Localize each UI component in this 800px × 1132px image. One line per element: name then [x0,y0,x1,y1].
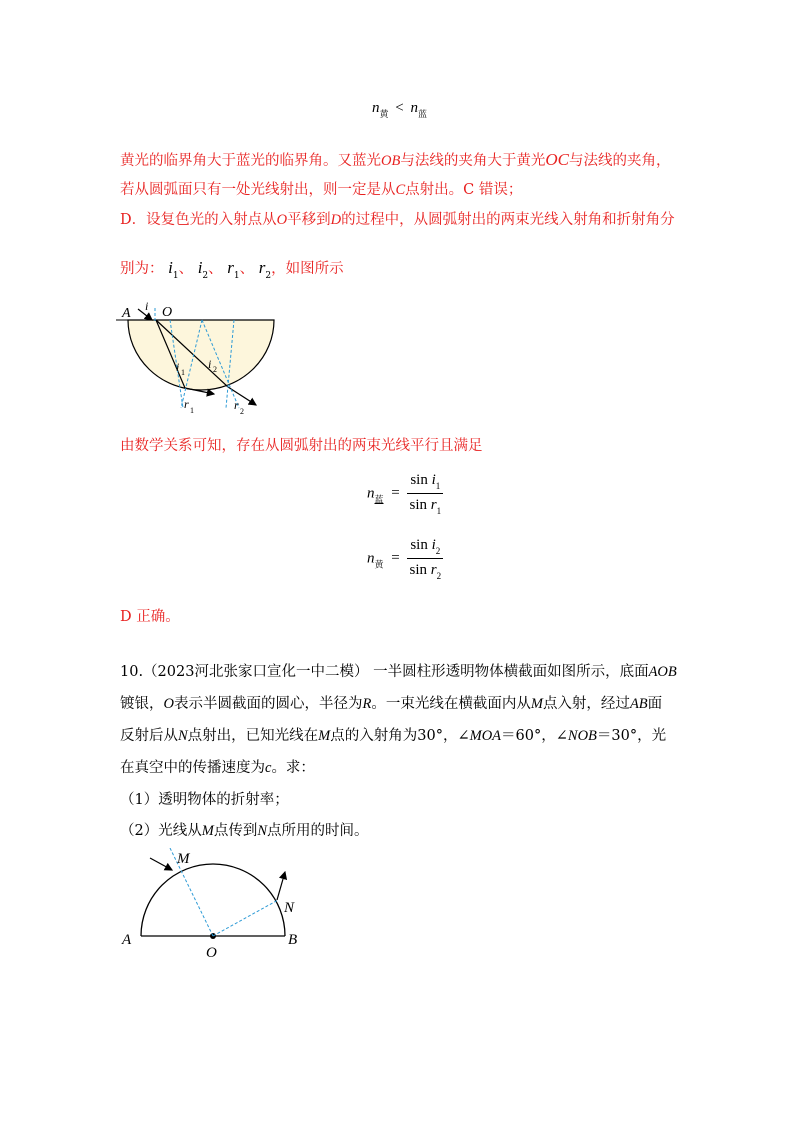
label-A: A [122,306,131,321]
glass-semicircle [128,320,274,390]
label-r2-sub: 2 [240,407,244,416]
para-d-line2: 别为： $i_1$、 $i_2$、 $r_1$、 $r_2$，如图所示 [120,258,344,281]
label-N: N [284,900,295,916]
figure-semicircle-refraction [116,296,286,422]
label-i1: i [176,360,180,374]
label-i2-sub: 2 [213,365,217,374]
figure-half-cylinder [118,848,308,964]
label-B: B [288,932,298,948]
problem10-line4: 在真空中的传播速度为c。求： [120,760,315,776]
dashed-ON [213,900,278,936]
para-c-line2: 若从圆弧面只有一处光线射出，则一定是从C点射出。C 错误； [120,182,523,198]
para-c-line1: 黄光的临界角大于蓝光的临界角。又蓝光OB与法线的夹角大于黄光OC与法线的夹角， [120,150,671,169]
formula-top: $n_黄 < n_蓝$ [372,100,427,119]
problem10-line1: 10.（2023河北张家口宣化一中二模） 一半圆柱形透明物体横截面如图所示，底面AOB [120,664,677,680]
formula-n-blue: $n_蓝$ = $\frac{\sin i_1}{\sin r_1}$ [367,472,442,516]
para-math: 由数学关系可知，存在从圆弧射出的两束光线平行且满足 [120,438,483,454]
label-A: A [122,932,132,948]
exit-ray-2 [228,387,256,405]
label-O: O [162,305,173,320]
semicircle-arc [141,864,285,936]
label-i: i [145,299,149,313]
label-r1-sub: 1 [190,406,194,415]
incident-ray-M [150,858,172,870]
label-i2: i [208,357,212,371]
problem10-line2: 镀银，O表示半圆截面的圆心，半径为R。一束光线在横截面内从M点入射，经过AB面 [120,696,663,712]
label-r2: r [234,398,239,412]
formula-n-yellow: $n_黄$ = $\frac{\sin i_2}{\sin r_2}$ [367,537,442,581]
problem10-line3: 反射后从N点射出，已知光线在M点的入射角为30°，∠MOA＝60°，∠NOB＝30°，光 [120,728,667,744]
question-2: （2）光线从M点传到N点所用的时间。 [120,823,369,839]
exit-ray-N [277,872,285,900]
para-d-line1: D．设复色光的入射点从O平移到D的过程中，从圆弧射出的两束光线入射角和折射角分 [120,212,675,228]
label-O: O [206,945,217,961]
label-i1-sub: 1 [181,368,185,377]
d-correct: D 正确。 [120,609,180,625]
label-M: M [177,851,190,867]
label-r1: r [184,397,189,411]
question-1: （1）透明物体的折射率； [120,792,289,808]
